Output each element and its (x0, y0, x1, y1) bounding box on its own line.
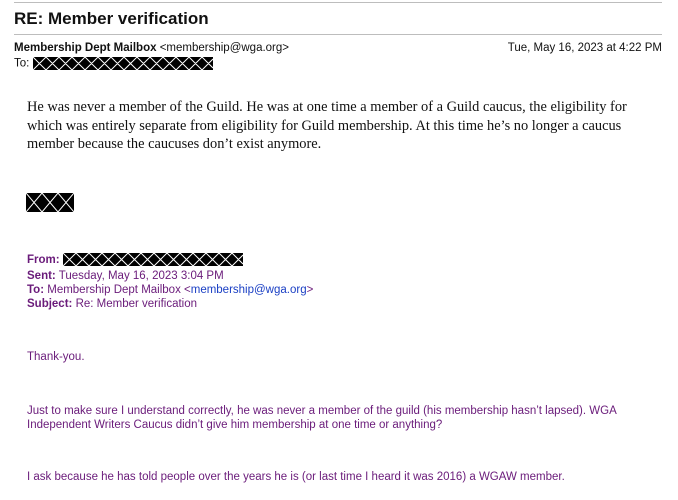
sender-name: Membership Dept Mailbox (14, 42, 157, 54)
quoted-reason: I ask because he has told people over the years he is (or last time I heard it was 2016) a WGAW member. (27, 471, 565, 483)
redacted-recipient (33, 57, 213, 70)
sender-email[interactable]: <membership@wga.org> (159, 42, 289, 54)
redaction-pattern (26, 193, 74, 212)
top-divider (14, 2, 662, 3)
sender-line (14, 42, 289, 54)
redacted-sender (63, 253, 243, 266)
quoted-subject-line (27, 297, 197, 311)
redaction-pattern (63, 253, 243, 266)
quoted-from-line (27, 253, 243, 267)
email-subject: RE: Member verification (14, 9, 209, 28)
quoted-from-label: From: (27, 254, 60, 266)
subject-divider (14, 34, 662, 35)
quoted-to-value: Membership Dept Mailbox < (47, 284, 191, 296)
quoted-sent-value: Tuesday, May 16, 2023 3:04 PM (58, 270, 224, 282)
quoted-to-close: > (306, 284, 314, 296)
quoted-subject-label: Subject: (27, 298, 73, 310)
quoted-subject-value: Re: Member verification (75, 298, 198, 310)
quoted-question: Just to make sure I understand correctly, he was never a member of the guild (his membership hasn’t lapsed). WGA Independent Writers Caucus didn’t give him membership at one time or anything? (27, 405, 617, 431)
to-label: To: (14, 57, 30, 70)
email-date: Tue, May 16, 2023 at 4:22 PM (507, 42, 662, 54)
email-body: He was never a member of the Guild. He was at one time a member of a Guild caucus, the eligibility for which was entirely separate from eligibility for Guild membership. At this time he’s no longer a caucus member because the caucuses don’t exist anymore. (27, 99, 627, 152)
quoted-to-line (27, 283, 313, 297)
redacted-signature (26, 193, 74, 212)
quoted-sent-line (27, 269, 224, 283)
recipient-line (14, 57, 213, 70)
quoted-sent-label: Sent: (27, 270, 56, 282)
redaction-pattern (33, 57, 213, 70)
quoted-to-label: To: (27, 284, 45, 296)
quoted-thanks: Thank-you. (27, 351, 85, 363)
quoted-to-email-link[interactable]: membership@wga.org (190, 284, 307, 296)
